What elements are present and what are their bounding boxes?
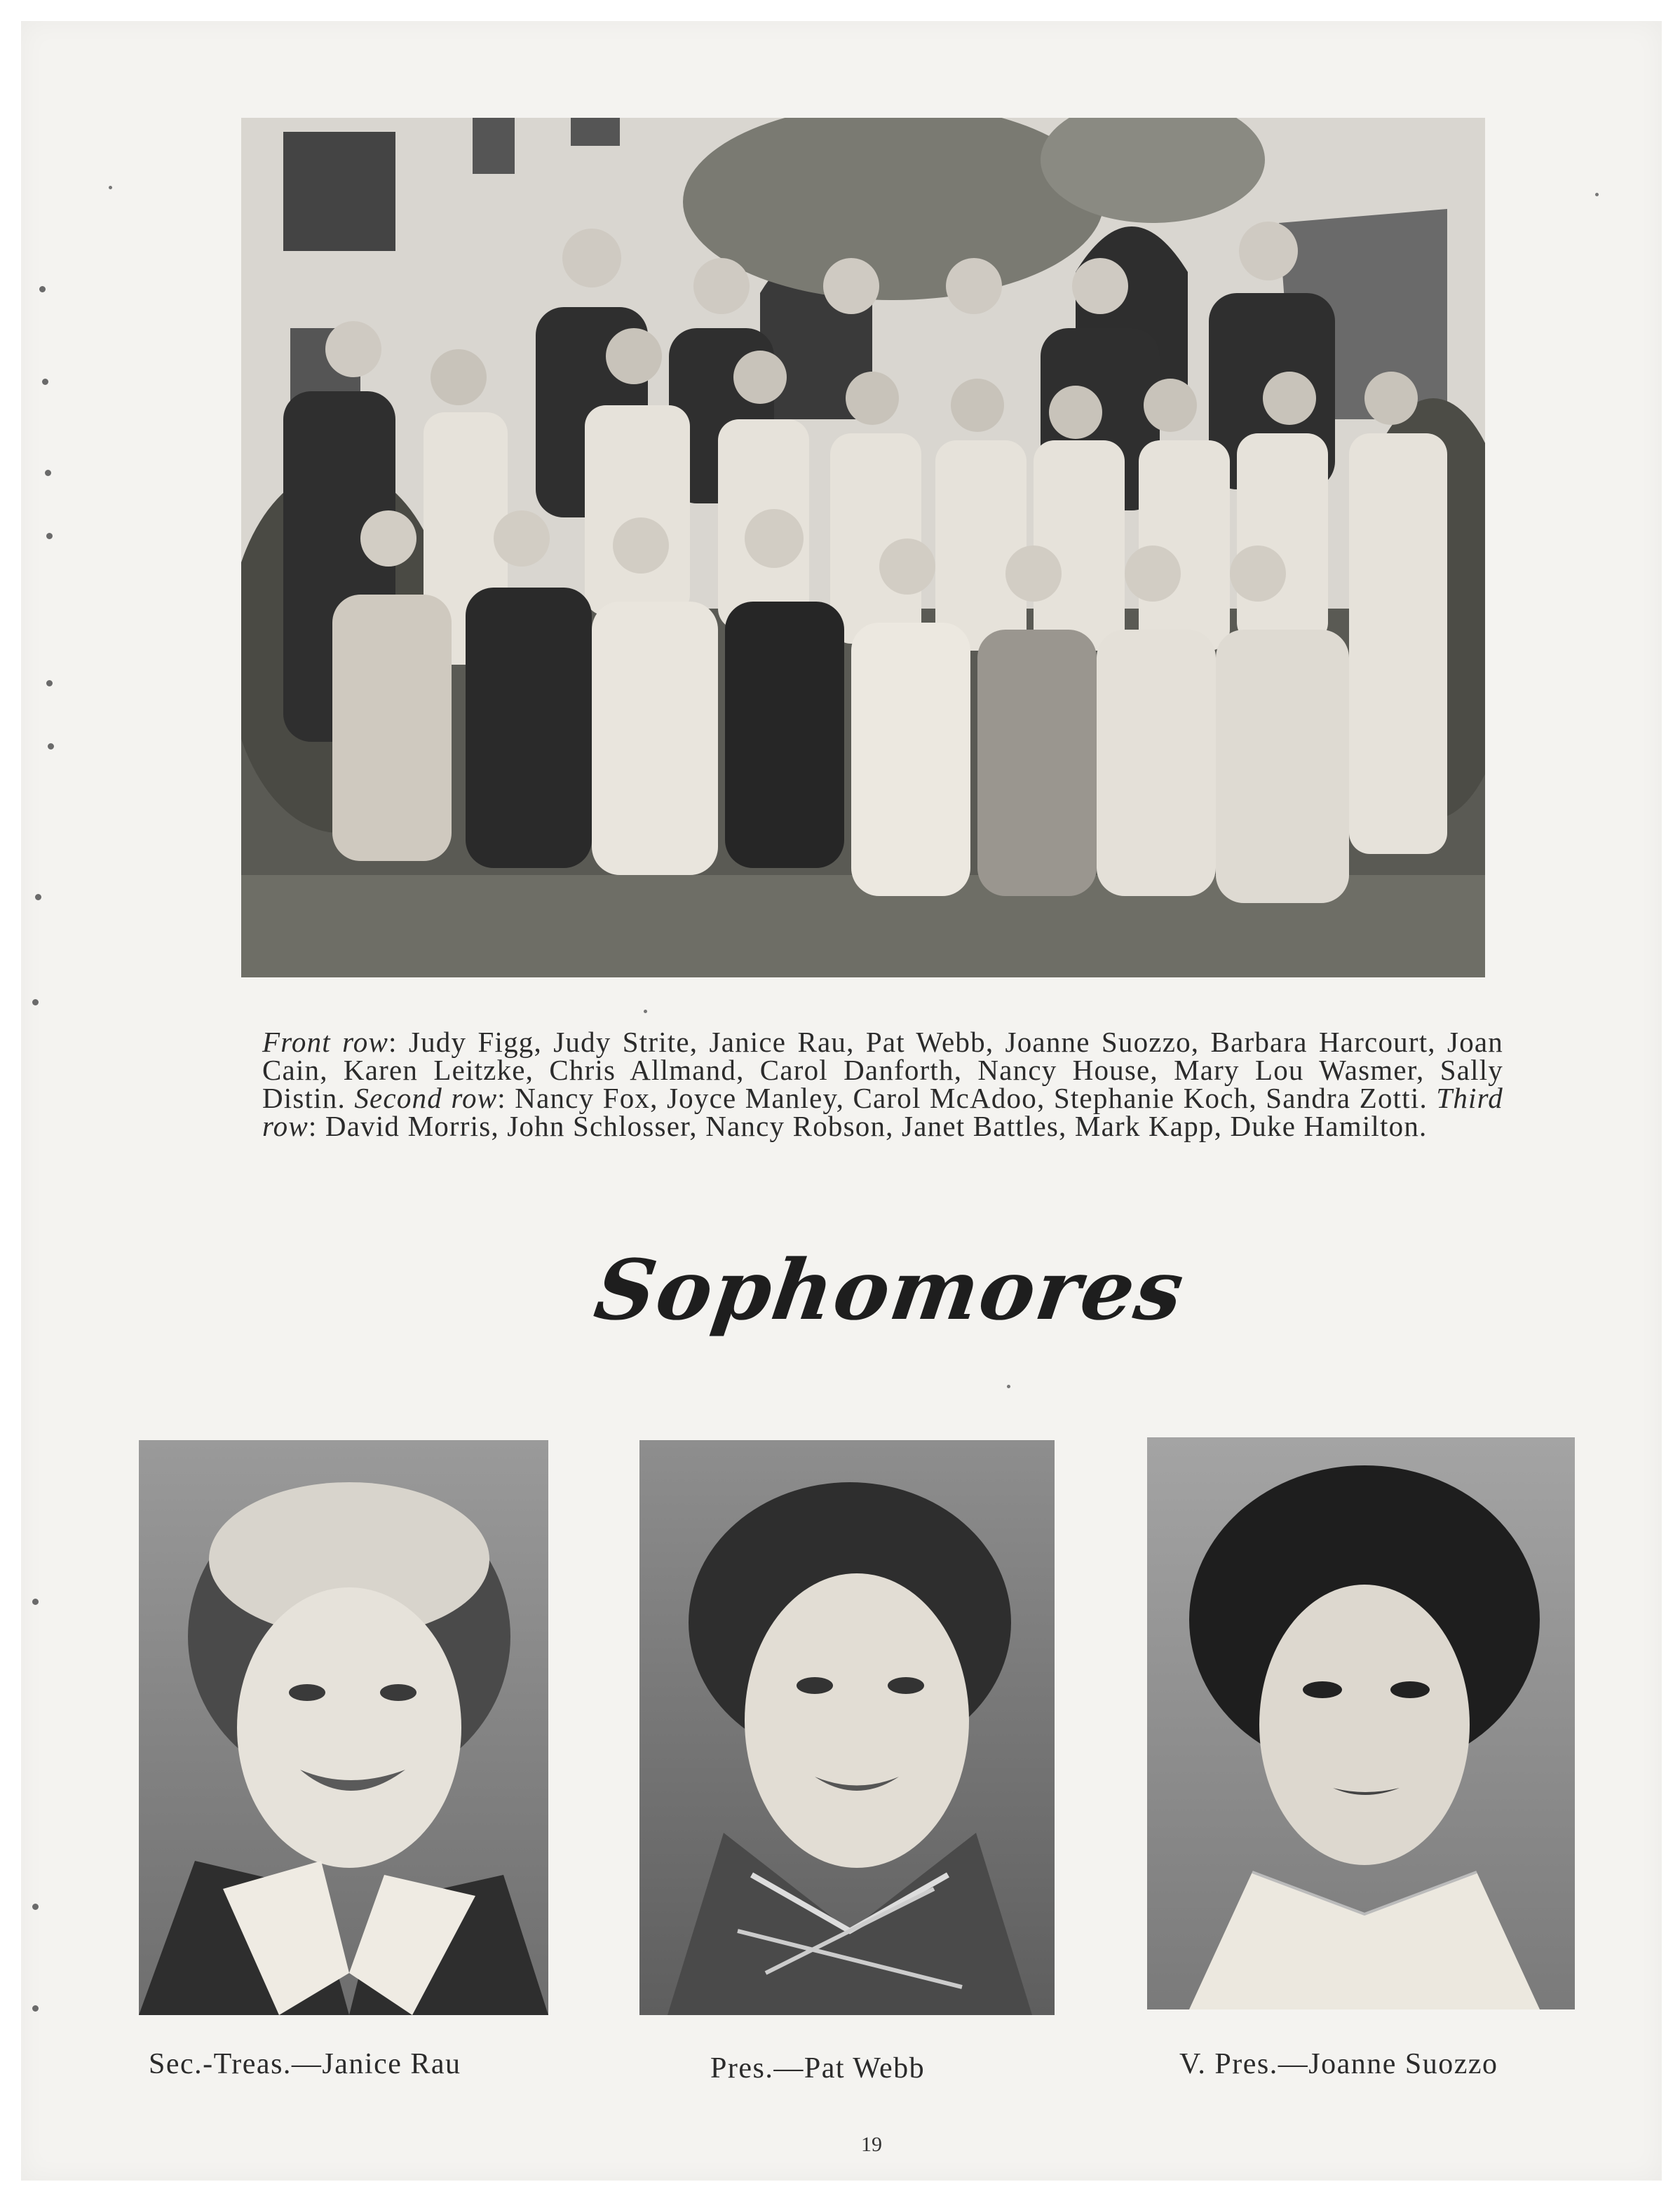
- front-row-names: : Judy Figg, Judy Strite, Janice Rau, Pat Webb, Joanne Suozzo, Barbara Harcourt, Joan Cain, Karen Leitzke, Chris Allmand, Carol Danforth, Nancy House, Mary Lou Wasmer, Sally Distin.: [262, 1026, 1503, 1114]
- second-row-names: : Nancy Fox, Joyce Manley, Carol McAdoo, Stephanie Koch, Sandra Zotti.: [497, 1082, 1428, 1114]
- speck: [644, 1010, 647, 1013]
- third-row-names: : David Morris, John Schlosser, Nancy Robson, Janet Battles, Mark Kapp, Duke Hamilton.: [308, 1110, 1428, 1142]
- binder-hole: [46, 680, 53, 686]
- binder-hole: [42, 379, 48, 385]
- binder-hole: [32, 999, 39, 1005]
- page-number: 19: [861, 2133, 882, 2156]
- binder-hole: [32, 2005, 39, 2012]
- binder-hole: [46, 533, 53, 539]
- binder-hole: [32, 1599, 39, 1605]
- group-photo: [241, 118, 1485, 977]
- speck: [1595, 193, 1599, 196]
- portrait-sec-treas: [139, 1440, 548, 2015]
- second-row-label: Second row: [354, 1082, 498, 1114]
- binder-hole: [39, 286, 46, 292]
- speck: [1007, 1385, 1010, 1388]
- group-photo-caption: [262, 1028, 1503, 1140]
- vice-president-caption: V. Pres.—Joanne Suozzo: [1179, 2048, 1498, 2080]
- front-row-label: Front row: [262, 1026, 389, 1058]
- binder-hole: [35, 894, 41, 900]
- page-title: Sophomores: [589, 1241, 1191, 1338]
- binder-hole: [32, 1904, 39, 1910]
- binder-hole: [48, 743, 54, 750]
- portrait-president: [639, 1440, 1055, 2015]
- yearbook-page: [21, 21, 1662, 2181]
- portrait-vice-president: [1147, 1437, 1575, 2009]
- binder-hole: [45, 470, 51, 476]
- sec-treas-caption: Sec.-Treas.—Janice Rau: [149, 2048, 461, 2080]
- third-row-label: Third row: [262, 1082, 1503, 1142]
- speck: [109, 186, 112, 189]
- president-caption: Pres.—Pat Webb: [710, 2052, 926, 2084]
